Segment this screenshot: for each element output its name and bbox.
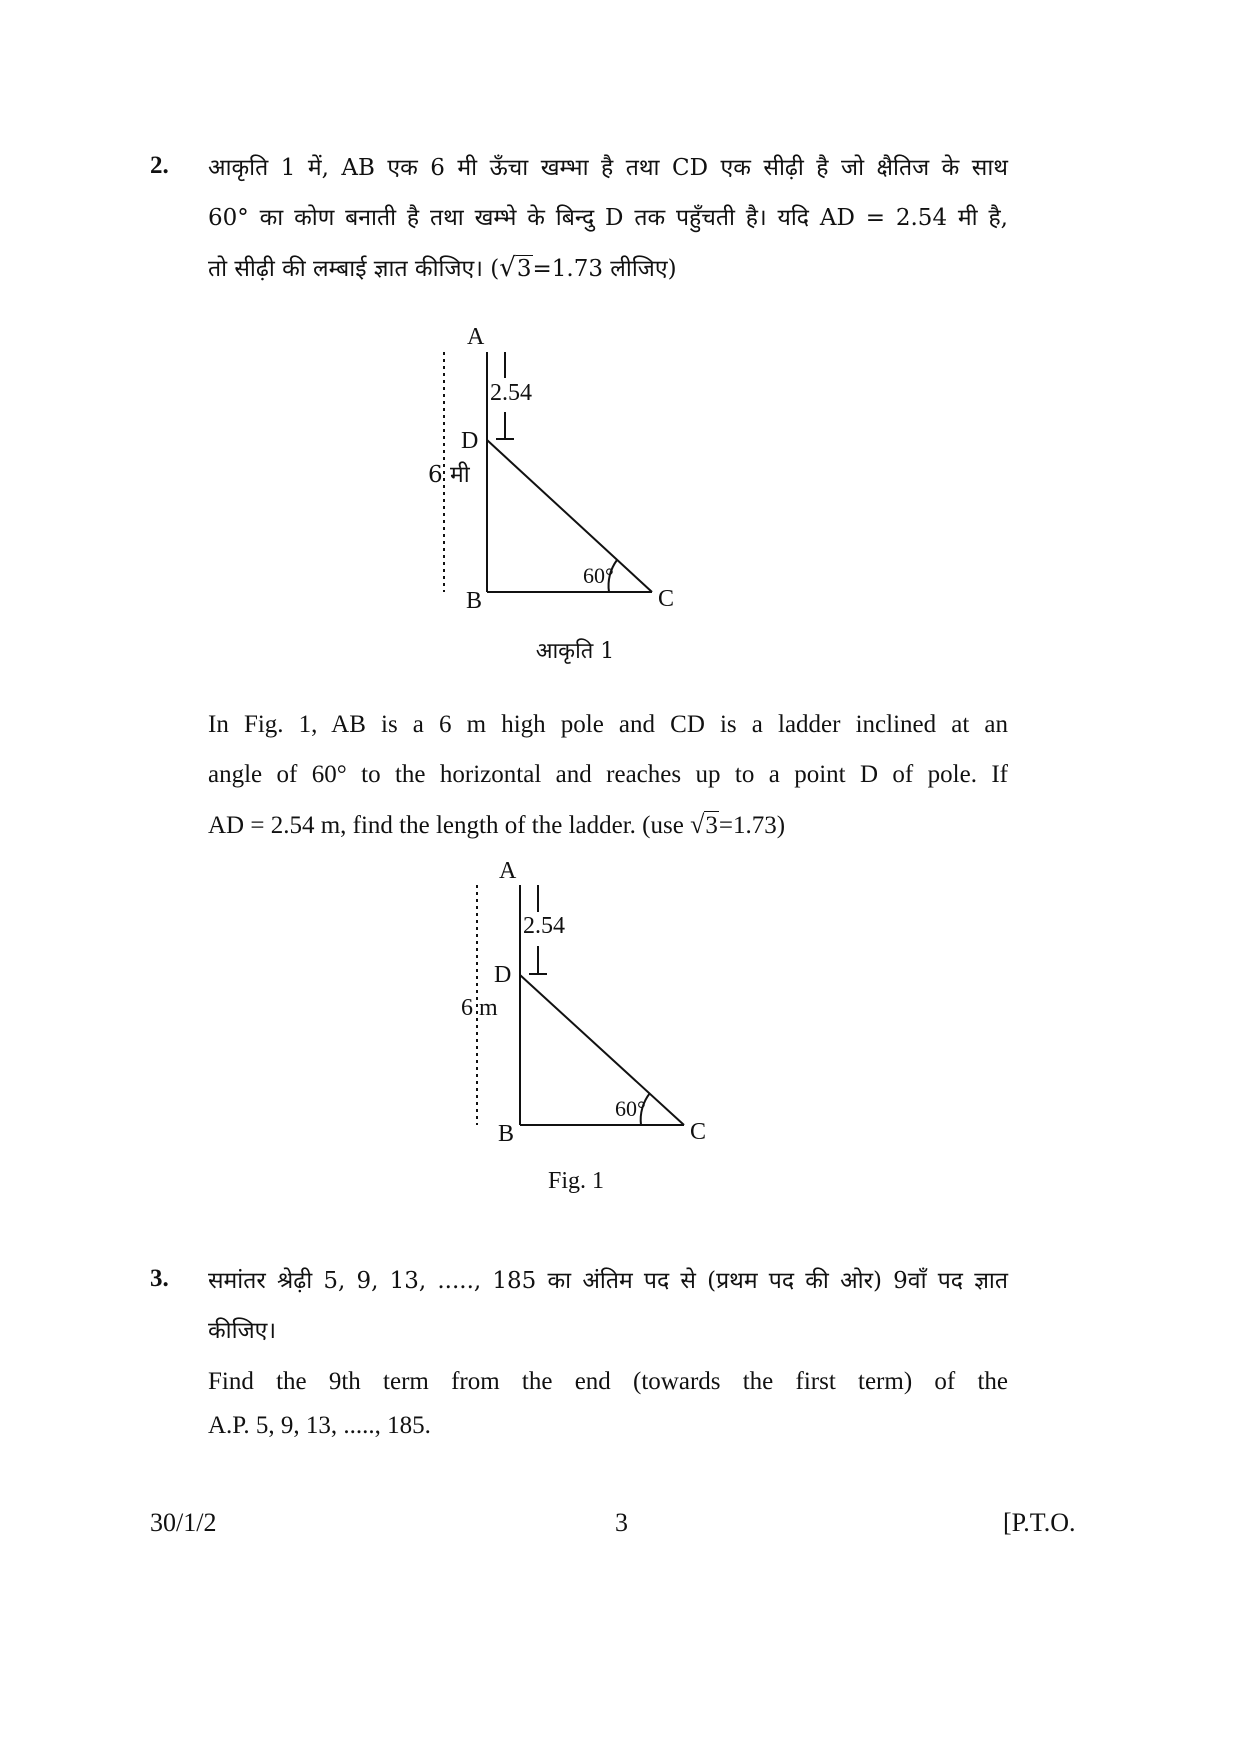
label-height: 6 m	[461, 995, 498, 1021]
figure-caption: आकृति 1	[535, 639, 615, 664]
sqrt-argument: 3	[705, 812, 718, 839]
pto-marker: [P.T.O.	[1003, 1508, 1076, 1537]
sqrt-sign-icon: √	[499, 253, 516, 283]
text-segment: =1.73)	[718, 812, 786, 839]
label-d: D	[461, 428, 479, 454]
text-line: Find the 9th term from the end (towards the first term) of the	[208, 1368, 1008, 1395]
question-number: 2.	[150, 152, 169, 179]
paper-code: 30/1/2	[150, 1508, 217, 1537]
label-angle: 60°	[583, 563, 614, 588]
question-number: 3.	[150, 1265, 169, 1292]
label-a: A	[499, 858, 517, 884]
text-segment: तो सीढ़ी की लम्बाई ज्ञात कीजिए। (	[208, 256, 500, 282]
ladder-cd	[520, 975, 684, 1125]
label-ad-length: 2.54	[490, 380, 532, 406]
label-d: D	[494, 962, 512, 988]
text-line: angle of 60° to the horizontal and reaches up to a point D of pole. If	[208, 761, 1008, 788]
label-angle: 60°	[615, 1096, 646, 1121]
text-segment: =1.73 लीजिए)	[532, 256, 677, 282]
label-a: A	[467, 324, 485, 350]
label-b: B	[466, 588, 483, 614]
text-line: 60° का कोण बनाती है तथा खम्भे के बिन्दु D तक पहुँचती है। यदि AD = 2.54 मी है,	[208, 205, 1008, 231]
text-line: A.P. 5, 9, 13, ....., 185.	[208, 1412, 431, 1439]
label-height: 6 मी	[428, 462, 470, 488]
label-b: B	[498, 1121, 515, 1147]
text-line: आकृति 1 में, AB एक 6 मी ऊँचा खम्भा है तथा CD एक सीढ़ी है जो क्षैतिज के साथ	[208, 155, 1009, 181]
question-3-hindi-text	[208, 1256, 1008, 1356]
sqrt-argument: 3	[516, 256, 532, 282]
question-3-english-text	[208, 1360, 1008, 1448]
sqrt-sign-icon: √	[690, 810, 705, 839]
label-c: C	[690, 1119, 707, 1145]
text-line: In Fig. 1, AB is a 6 m high pole and CD is a ladder inclined at an	[208, 711, 1008, 738]
figure-caption: Fig. 1	[547, 1168, 604, 1194]
text-segment: AD = 2.54 m, find the length of the ladder. (use	[208, 812, 691, 839]
text-line: कीजिए।	[208, 1318, 277, 1344]
text-line: समांतर श्रेढ़ी 5, 9, 13, ....., 185 का अंतिम पद से (प्रथम पद की ओर) 9वाँ पद ज्ञात	[208, 1268, 1008, 1294]
page-number: 3	[615, 1508, 628, 1537]
label-c: C	[658, 586, 675, 612]
label-ad-length: 2.54	[523, 913, 565, 939]
